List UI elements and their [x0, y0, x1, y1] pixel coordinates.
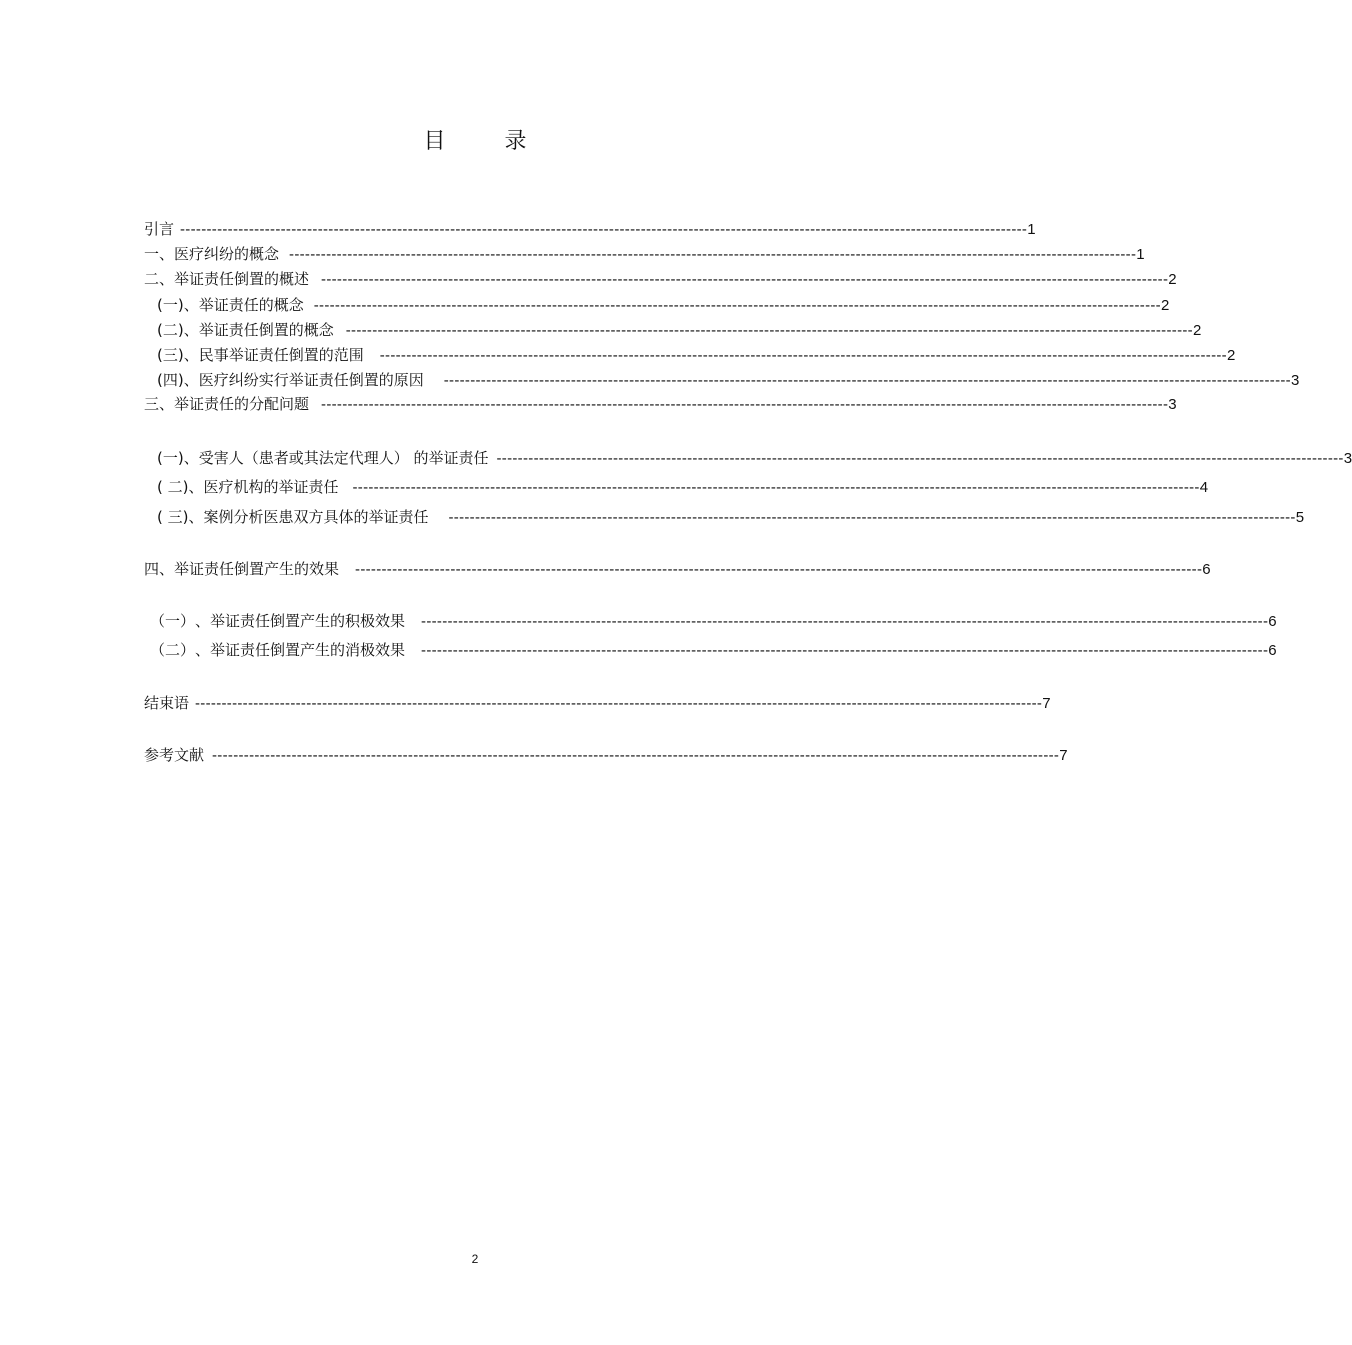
toc-entry-page: 7 — [1042, 695, 1051, 712]
toc-entry-section-4-2[interactable] — [150, 641, 1277, 660]
toc-entry-section-2-4[interactable] — [157, 371, 1300, 390]
toc-entry-label: 举证责任的分配问题 — [174, 395, 310, 413]
toc-entry-number: 三、 — [144, 395, 175, 413]
dot-leader: ---------------------------------------------------------------------------------------------------------------------------------------------------------------- — [212, 747, 1060, 764]
toc-entry-label: 、案例分析医患双方具体的举证责任 — [188, 508, 429, 526]
toc-entry-section-2-2[interactable] — [157, 321, 1202, 340]
dot-leader: ---------------------------------------------------------------------------------------------------------------------------------------------------------------- — [355, 561, 1203, 578]
toc-entry-section-1[interactable] — [144, 245, 1145, 264]
dot-leader: ---------------------------------------------------------------------------------------------------------------------------------------------------------------- — [321, 396, 1169, 413]
toc-entry-label: 、民事举证责任倒置的范围 — [183, 346, 364, 364]
toc-entry-label: 结束语 — [144, 694, 190, 712]
toc-entry-page: 5 — [1295, 509, 1305, 526]
toc-entry-label: 、举证责任的概念 — [183, 296, 304, 314]
toc-entry-number: ( 三) — [157, 508, 189, 526]
toc-entry-number: 二、 — [144, 270, 175, 288]
toc-entry-section-3-1[interactable] — [157, 449, 1352, 468]
toc-entry-references[interactable] — [144, 746, 1068, 765]
toc-entry-number: (四) — [157, 371, 184, 389]
page-number: 2 — [471, 1252, 479, 1266]
toc-entry-section-3[interactable] — [144, 395, 1177, 414]
toc-entry-label: 、医疗纠纷实行举证责任倒置的原因 — [183, 371, 424, 389]
dot-leader: ---------------------------------------------------------------------------------------------------------------------------------------------------------------- — [496, 450, 1344, 467]
dot-leader: ---------------------------------------------------------------------------------------------------------------------------------------------------------------- — [448, 509, 1296, 526]
toc-entry-page: 6 — [1268, 642, 1277, 659]
toc-entry-label: 、医疗机构的举证责任 — [188, 478, 339, 496]
toc-entry-label: 、举证责任倒置产生的消极效果 — [195, 641, 406, 659]
toc-entry-conclusion[interactable] — [144, 694, 1051, 713]
toc-entry-label: 参考文献 — [144, 746, 205, 764]
dot-leader: ---------------------------------------------------------------------------------------------------------------------------------------------------------------- — [180, 221, 1028, 238]
toc-entry-label: 医疗纠纷的概念 — [174, 245, 280, 263]
page-title: 目 录 — [423, 129, 553, 154]
toc-entry-section-3-2[interactable] — [157, 478, 1209, 497]
toc-entry-number: (三) — [157, 346, 184, 364]
toc-entry-number: （二） — [150, 641, 196, 659]
toc-entry-page: 2 — [1168, 271, 1177, 288]
dot-leader: ---------------------------------------------------------------------------------------------------------------------------------------------------------------- — [321, 271, 1169, 288]
toc-entry-number: (一) — [157, 296, 184, 314]
dot-leader: ---------------------------------------------------------------------------------------------------------------------------------------------------------------- — [379, 347, 1227, 364]
dot-leader: ---------------------------------------------------------------------------------------------------------------------------------------------------------------- — [313, 297, 1161, 314]
toc-entry-section-4[interactable] — [144, 560, 1211, 579]
toc-entry-page: 6 — [1202, 561, 1211, 578]
toc-entry-number: ( 二) — [157, 478, 189, 496]
toc-entry-page: 2 — [1192, 322, 1202, 339]
toc-entry-label: 引言 — [144, 220, 175, 238]
toc-entry-label: 、举证责任倒置的概念 — [183, 321, 334, 339]
dot-leader: ---------------------------------------------------------------------------------------------------------------------------------------------------------------- — [421, 613, 1269, 630]
toc-entry-label: 举证责任倒置产生的效果 — [174, 560, 340, 578]
dot-leader: ---------------------------------------------------------------------------------------------------------------------------------------------------------------- — [195, 695, 1043, 712]
toc-entry-section-2-3[interactable] — [157, 346, 1236, 365]
toc-entry-page: 1 — [1027, 221, 1036, 238]
toc-entry-number: (二) — [157, 321, 184, 339]
toc-entry-page: 2 — [1226, 347, 1236, 364]
dot-leader: ---------------------------------------------------------------------------------------------------------------------------------------------------------------- — [289, 246, 1137, 263]
toc-entry-page: 6 — [1268, 613, 1277, 630]
toc-entry-number: 一、 — [144, 245, 175, 263]
toc-entry-label: 举证责任倒置的概述 — [174, 270, 310, 288]
toc-entry-introduction[interactable] — [144, 220, 1036, 239]
toc-entry-page: 4 — [1199, 479, 1209, 496]
toc-entry-page: 2 — [1160, 297, 1170, 314]
toc-entry-page: 1 — [1136, 246, 1145, 263]
toc-entry-label: 、受害人（患者或其法定代理人） 的举证责任 — [183, 449, 489, 467]
toc-entry-page: 3 — [1290, 372, 1300, 389]
dot-leader: ---------------------------------------------------------------------------------------------------------------------------------------------------------------- — [352, 479, 1200, 496]
toc-entry-section-2-1[interactable] — [157, 296, 1170, 315]
toc-entry-section-3-3[interactable] — [157, 508, 1305, 527]
toc-entry-number: （一） — [150, 612, 196, 630]
toc-entry-page: 3 — [1343, 450, 1352, 467]
dot-leader: ---------------------------------------------------------------------------------------------------------------------------------------------------------------- — [345, 322, 1193, 339]
dot-leader: ---------------------------------------------------------------------------------------------------------------------------------------------------------------- — [421, 642, 1269, 659]
toc-entry-label: 、举证责任倒置产生的积极效果 — [195, 612, 406, 630]
toc-entry-number: (一) — [157, 449, 184, 467]
toc-entry-number: 四、 — [144, 560, 175, 578]
toc-entry-section-4-1[interactable] — [150, 612, 1277, 631]
toc-entry-page: 3 — [1168, 396, 1177, 413]
toc-entry-page: 7 — [1059, 747, 1068, 764]
toc-entry-section-2[interactable] — [144, 270, 1177, 289]
dot-leader: ---------------------------------------------------------------------------------------------------------------------------------------------------------------- — [443, 372, 1291, 389]
